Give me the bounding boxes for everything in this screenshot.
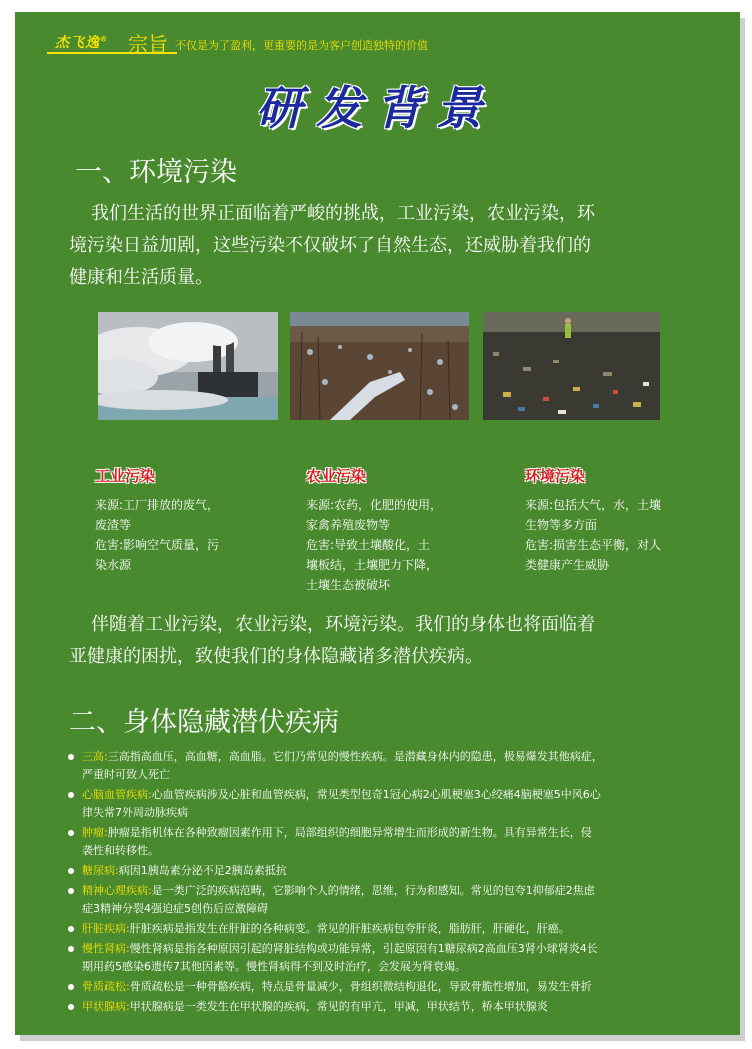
disease-term: 肝脏疾病: bbox=[82, 922, 130, 935]
list-item bbox=[68, 882, 693, 918]
category-line: 来源:农药，化肥的使用， bbox=[306, 498, 443, 512]
bullet-icon bbox=[68, 868, 74, 874]
section1-intro bbox=[91, 198, 595, 230]
bullet-icon bbox=[68, 888, 74, 894]
bullet-icon bbox=[68, 946, 74, 952]
disease-term: 糖尿病: bbox=[82, 864, 119, 877]
category-line: 废渣等 bbox=[95, 518, 132, 532]
category-line: 来源:包括大气，水，土壤 bbox=[525, 498, 662, 512]
category-agricultural bbox=[306, 465, 506, 595]
intro-line: 健康和生活质量。 bbox=[69, 267, 213, 288]
item-text: 甲状腺病是一类发生在甲状腺的疾病，常见的有甲亢，甲减，甲状结节，桥本甲状腺炎 bbox=[129, 1000, 548, 1013]
bullet-icon bbox=[68, 830, 74, 836]
bullet-icon bbox=[68, 926, 74, 932]
header bbox=[55, 30, 695, 56]
category-line: 土壤生态被破坏 bbox=[306, 578, 391, 592]
disease-term: 肿瘤: bbox=[82, 826, 108, 839]
category-body bbox=[306, 495, 506, 595]
section1-intro-rest bbox=[69, 230, 591, 294]
plastic-littered-farmland-photo bbox=[290, 312, 469, 420]
category-line: 生物等多方面 bbox=[525, 518, 598, 532]
brand-logo bbox=[55, 32, 108, 52]
category-line: 危害:损害生态平衡，对人 bbox=[525, 538, 662, 552]
item-text: 心血管疾病涉及心脏和血管疾病，常见类型包奇1冠心病2心肌梗塞3心绞痛4脑梗塞5中风6心 bbox=[151, 788, 601, 801]
list-item bbox=[68, 940, 693, 976]
disease-list bbox=[68, 748, 693, 1018]
list-item bbox=[68, 748, 693, 784]
item-text: 三高指高血压，高血糖，高血脂。它们乃常见的慢性疾病。是潜藏身体内的隐患，极易爆发其他病症， bbox=[107, 750, 603, 763]
disease-term: 甲状腺病: bbox=[82, 1000, 130, 1013]
category-title: 工业污染 bbox=[95, 467, 156, 485]
item-text: 肿瘤是指机体在各种致瘤因素作用下，局部组织的细胞异常增生而形成的新生物。具有异常生长，侵 bbox=[107, 826, 592, 839]
category-line: 家禽养殖废物等 bbox=[306, 518, 391, 532]
category-title: 农业污染 bbox=[306, 467, 367, 485]
intro-line: 境污染日益加剧，这些污染不仅破坏了自然生态，还威胁着我们的 bbox=[69, 235, 591, 256]
bullet-icon bbox=[68, 792, 74, 798]
item-text: 症3精神分裂4强迫症5创伤后应激障碍 bbox=[82, 902, 268, 915]
bullet-icon bbox=[68, 754, 74, 760]
disease-term: 慢性肾病: bbox=[82, 942, 130, 955]
category-line: 危害:影响空气质量，污 bbox=[95, 538, 220, 552]
list-item bbox=[68, 978, 693, 996]
item-text: 律失常7外周动脉疾病 bbox=[82, 806, 188, 819]
item-text: 慢性肾病是指各种原因引起的肾脏结构或功能异常，引起原因有1糖尿病2高血压3肾小球肾炎4长 bbox=[129, 942, 598, 955]
list-item bbox=[68, 862, 693, 880]
category-body bbox=[95, 495, 295, 575]
category-line: 来源:工厂排放的废气， bbox=[95, 498, 220, 512]
item-text: 肝脏疾病是指发生在肝脏的各种病变。常见的肝脏疾病包夸肝炎，脂肪肝，肝硬化，肝癌。 bbox=[129, 922, 570, 935]
list-item bbox=[68, 998, 693, 1016]
category-line: 类健康产生威胁 bbox=[525, 558, 610, 572]
category-industrial bbox=[95, 465, 295, 575]
intro-line: 我们生活的世界正面临着严峻的挑战，工业污染，农业污染，环 bbox=[91, 203, 595, 224]
disease-term: 三高: bbox=[82, 750, 108, 763]
item-text: 期用药5感染6遗传7其他因素等。慢性肾病得不到及时治疗，会发展为肾衰竭。 bbox=[82, 960, 466, 973]
category-body bbox=[525, 495, 725, 575]
bullet-icon bbox=[68, 1004, 74, 1010]
bullet-icon bbox=[68, 984, 74, 990]
list-item bbox=[68, 824, 693, 860]
item-text: 病因1胰岛素分泌不足2胰岛素抵抗 bbox=[118, 864, 287, 877]
garbage-dump-photo bbox=[483, 312, 660, 420]
item-text: 严重时可致人死亡 bbox=[82, 768, 170, 781]
category-line: 壤板结，土壤肥力下降， bbox=[306, 558, 439, 572]
list-item bbox=[68, 786, 693, 822]
registered-mark: ® bbox=[100, 34, 108, 44]
industrial-smokestacks-photo bbox=[98, 312, 278, 420]
page-title: 研发背景 bbox=[256, 81, 496, 135]
section1-heading: 一、环境污染 bbox=[75, 157, 237, 188]
disease-term: 精神心理疾病: bbox=[82, 884, 152, 897]
section1-outro-rest bbox=[69, 641, 483, 673]
section1-outro bbox=[91, 609, 595, 641]
outro-line: 亚健康的困扰，致使我们的身体隐藏诸多潜伏疾病。 bbox=[69, 646, 483, 667]
category-environmental bbox=[525, 465, 725, 575]
tenet-label: 宗旨 bbox=[128, 32, 168, 56]
section2-heading: 二、身体隐藏潜伏疾病 bbox=[69, 707, 339, 738]
category-line: 染水源 bbox=[95, 558, 132, 572]
outro-line: 伴随着工业污染，农业污染，环境污染。我们的身体也将面临着 bbox=[91, 614, 595, 635]
list-item bbox=[68, 920, 693, 938]
item-text: 是一类广泛的疾病范畴，它影响个人的情绪，思维，行为和感知。常见的包夸1抑郁症2焦虑 bbox=[151, 884, 595, 897]
brand-name: 杰飞逸 bbox=[55, 35, 100, 51]
slogan: 不仅是为了盈利，更重要的是为客户创造独特的价值 bbox=[175, 39, 428, 52]
disease-term: 骨质疏松: bbox=[82, 980, 130, 993]
disease-term: 心脑血管疾病: bbox=[82, 788, 152, 801]
category-title: 环境污染 bbox=[525, 467, 586, 485]
item-text: 骨质疏松是一种骨骼疾病，特点是骨量减少，骨组织微结构退化，导致骨脆性增加，易发生骨折 bbox=[129, 980, 592, 993]
item-text: 袭性和转移性。 bbox=[82, 844, 159, 857]
category-line: 危害:导致土壤酸化，土 bbox=[306, 538, 431, 552]
